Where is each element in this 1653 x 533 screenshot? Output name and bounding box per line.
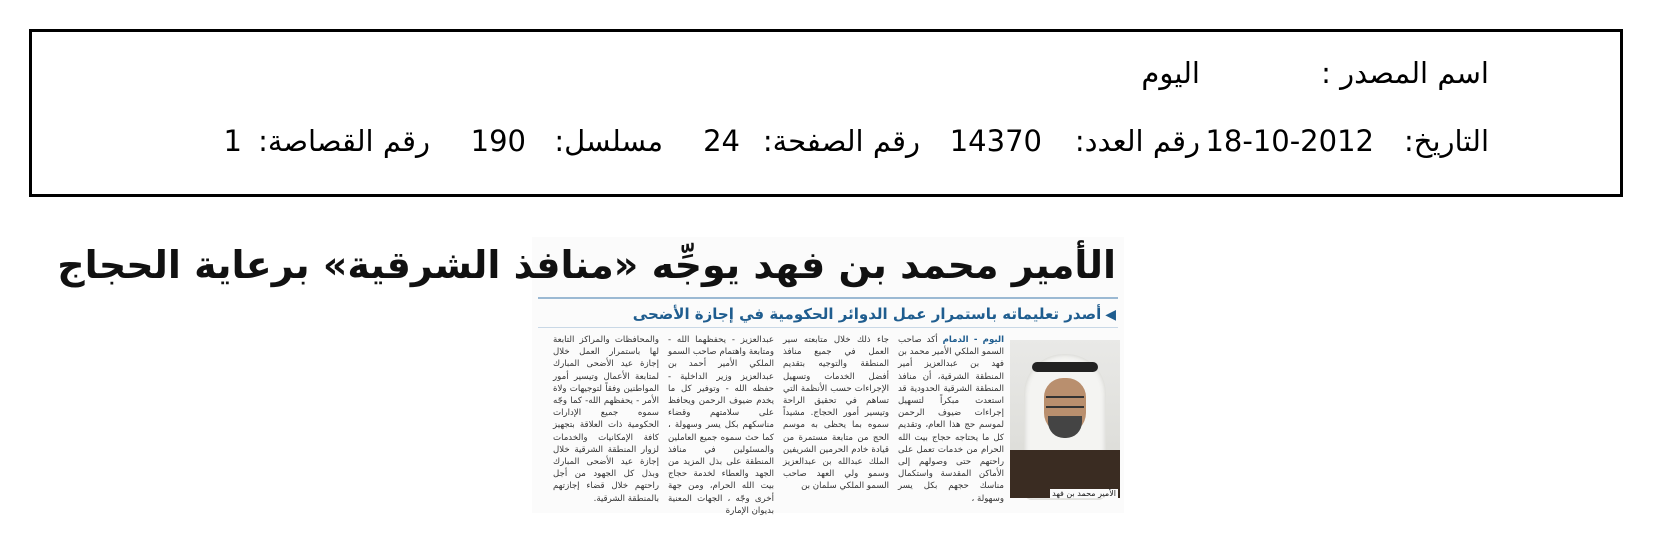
source-label: اسم المصدر :: [1321, 56, 1489, 90]
headline-divider: [538, 297, 1118, 299]
source-value: اليوم: [1141, 56, 1200, 90]
issue-value: 14370: [949, 124, 1042, 158]
issue-label: رقم العدد:: [1074, 124, 1200, 158]
clip-number-value: 1: [223, 124, 242, 158]
serial-value: 190: [470, 124, 526, 158]
photo-caption: الأمير محمد بن فهد: [1052, 489, 1116, 498]
date-value: 18-10-2012: [1205, 124, 1374, 158]
article-column-1-text: أكد صاحب السمو الملكي الأمير محمد بن فهد بن عبدالعزيز أمير المنطقة الشرقية، أن منافذ المنطقة الشرقية الحدودية قد استعدت مبكراً لتسهيل إجراءات ضيوف الرحمن لموسم حج هذا العام، وتقديم كل ما يحتاجه حجاج بيت الله الحرام من خدمات تعمل على راحتهم حتى وصولهم إلى الأماكن المقدسة واستكمال مناسك حجهم بكل يسر وسهولة ،: [898, 335, 1004, 504]
date-label: التاريخ:: [1403, 124, 1489, 158]
article-subhead-text: أصدر تعليماته باستمرار عمل الدوائر الحكومية في إجازة الأضحى: [632, 305, 1102, 323]
article-dateline: اليوم - الدمام: [942, 335, 1005, 345]
clipping-metadata-box: [29, 29, 1623, 197]
subhead-divider: [538, 327, 1118, 328]
triangle-marker-icon: ◀: [1105, 307, 1116, 323]
serial-label: مسلسل:: [554, 124, 663, 158]
page-value: 24: [703, 124, 740, 158]
clip-number-label: رقم القصاصة:: [258, 124, 430, 158]
article-column-2: جاء ذلك خلال متابعته سير العمل في جميع منافذ المنطقة والتوجيه بتقديم أفضل الخدمات وتسهيل الإجراءات حسب الأنظمة التي تساهم في تحقيق الراحة وتيسير أمور الحجاج. مشيداً سموه بما يحظى به موسم الحج من متابعة مستمرة من قيادة خادم الحرمين الشريفين الملك عبدالله بن عبدالعزيز وسمو ولي العهد صاحب السمو الملكي سلمان بن: [783, 335, 889, 492]
page-label: رقم الصفحة:: [762, 124, 920, 158]
article-column-1: [898, 334, 1005, 504]
article-column-3: عبدالعزيز - يحفظهما الله - ومتابعة واهتمام صاحب السمو الملكي الأمير أحمد بن عبدالعزيز وزير الداخلية - حفظه الله - وتوفير كل ما يخدم ضيوف الرحمن ويحافظ على سلامتهم وقضاء مناسكهم بكل يسر وسهولة ، كما حث سموه جميع العاملين والمسئولين في منافذ المنطقة على بذل المزيد من الجهد والعطاء لخدمة حجاج بيت الله الحرام، ومن جهة أخرى وجّه ، الجهات المعنية بديوان الإمارة: [668, 335, 774, 516]
article-headline: الأمير محمد بن فهد يوجِّه «منافذ الشرقية» برعاية الحجاج: [57, 243, 1116, 287]
portrait-photo: [1010, 340, 1120, 498]
newspaper-clipping: [57, 237, 1124, 516]
portrait-agal: [1032, 362, 1098, 372]
portrait-glasses: [1046, 396, 1084, 408]
article-column-4: والمحافظات والمراكز التابعة لها باستمرار العمل خلال إجازة عيد الأضحى المبارك لمتابعة الأعمال وتيسير أمور المواطنين وفقاً لتوجيهات ولاة الأمر - يحفظهم الله- كما وجّه سموه جميع الإدارات الحكومية ذات العلاقة بتجهيز كافة الإمكانيات والخدمات لزوار المنطقة الشرقية خلال إجازة عيد الأضحى المبارك وبذل كل الجهود من أجل راحتهم خلال قضاء إجازتهم بالمنطقة الشرقية.: [553, 335, 659, 504]
article-subhead: [633, 304, 1116, 325]
